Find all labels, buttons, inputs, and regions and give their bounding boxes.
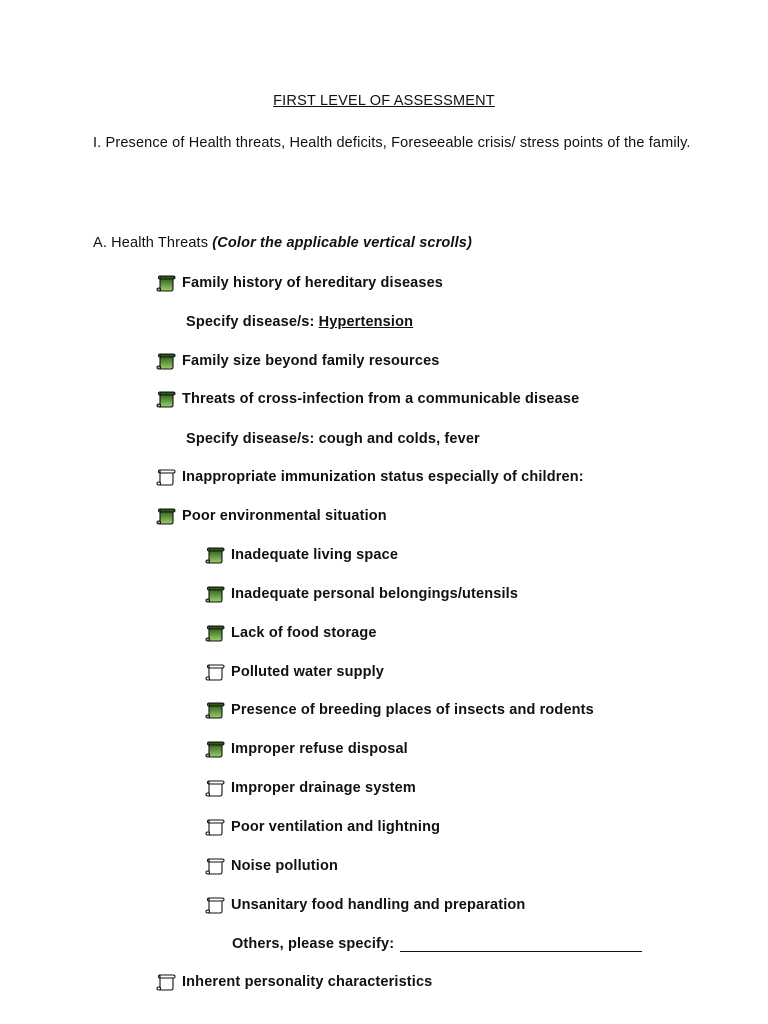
others-label: Others, please specify: bbox=[232, 936, 395, 952]
item-personality[interactable] bbox=[156, 973, 432, 991]
item-label: Inadequate living space bbox=[231, 547, 399, 563]
scroll-checkbox-icon[interactable] bbox=[205, 624, 225, 642]
item-label: Family size beyond family resources bbox=[182, 353, 440, 369]
item-ventilation[interactable] bbox=[205, 818, 440, 836]
item-living-space[interactable] bbox=[205, 546, 398, 564]
section-a-title: A. Health Threats bbox=[93, 235, 213, 251]
others-specify bbox=[232, 935, 642, 953]
scroll-checkbox-icon[interactable] bbox=[205, 896, 225, 914]
scroll-checkbox-icon[interactable] bbox=[156, 274, 176, 292]
scroll-checkbox-icon[interactable] bbox=[205, 818, 225, 836]
section-one-heading: I. Presence of Health threats, Health deficits, Foreseeable crisis/ stress points of the family. bbox=[93, 135, 691, 151]
scroll-checkbox-icon[interactable] bbox=[205, 701, 225, 719]
scroll-checkbox-icon[interactable] bbox=[205, 663, 225, 681]
scroll-checkbox-icon[interactable] bbox=[156, 507, 176, 525]
specify-value[interactable]: Hypertension bbox=[318, 314, 414, 330]
item-cross-infection[interactable] bbox=[156, 390, 579, 408]
scroll-checkbox-icon[interactable] bbox=[156, 390, 176, 408]
item-water-supply[interactable] bbox=[205, 663, 384, 681]
item-food-storage[interactable] bbox=[205, 624, 377, 642]
item-noise[interactable] bbox=[205, 857, 338, 875]
item-label: Poor ventilation and lightning bbox=[231, 819, 441, 835]
item-label: Noise pollution bbox=[231, 858, 338, 874]
item-label: Improper refuse disposal bbox=[231, 741, 408, 757]
item-environment[interactable] bbox=[156, 507, 387, 525]
cross-infection-specify bbox=[186, 430, 480, 448]
item-label: Threats of cross-infection from a communicable disease bbox=[182, 391, 580, 407]
item-label: Lack of food storage bbox=[231, 625, 377, 641]
item-label: Inappropriate immunization status especially of children: bbox=[182, 469, 584, 485]
section-a-instruction: (Color the applicable vertical scrolls) bbox=[212, 235, 472, 251]
item-label: Inherent personality characteristics bbox=[182, 974, 433, 990]
specify-label: Specify disease/s: bbox=[186, 314, 315, 330]
item-immunization[interactable] bbox=[156, 468, 584, 486]
item-label: Polluted water supply bbox=[231, 664, 385, 680]
specify-label: Specify disease/s: cough and colds, fever bbox=[186, 431, 480, 447]
item-refuse[interactable] bbox=[205, 740, 408, 758]
item-label: Inadequate personal belongings/utensils bbox=[231, 586, 519, 602]
scroll-checkbox-icon[interactable] bbox=[156, 973, 176, 991]
scroll-checkbox-icon[interactable] bbox=[205, 546, 225, 564]
scroll-checkbox-icon[interactable] bbox=[205, 585, 225, 603]
item-drainage[interactable] bbox=[205, 779, 416, 797]
scroll-checkbox-icon[interactable] bbox=[156, 352, 176, 370]
item-label: Poor environmental situation bbox=[182, 508, 387, 524]
item-breeding[interactable] bbox=[205, 701, 594, 719]
hereditary-specify bbox=[186, 313, 413, 331]
item-hereditary[interactable] bbox=[156, 274, 443, 292]
others-blank-field[interactable] bbox=[400, 937, 642, 952]
scroll-checkbox-icon[interactable] bbox=[156, 468, 176, 486]
page-title: FIRST LEVEL OF ASSESSMENT bbox=[273, 93, 495, 109]
item-label: Improper drainage system bbox=[231, 780, 416, 796]
item-label: Unsanitary food handling and preparation bbox=[231, 897, 526, 913]
item-family-size[interactable] bbox=[156, 352, 440, 370]
item-food-handling[interactable] bbox=[205, 896, 525, 914]
item-belongings[interactable] bbox=[205, 585, 518, 603]
scroll-checkbox-icon[interactable] bbox=[205, 740, 225, 758]
section-a-heading bbox=[93, 234, 472, 252]
item-label: Family history of hereditary diseases bbox=[182, 275, 444, 291]
scroll-checkbox-icon[interactable] bbox=[205, 779, 225, 797]
scroll-checkbox-icon[interactable] bbox=[205, 857, 225, 875]
item-label: Presence of breeding places of insects and rodents bbox=[231, 702, 594, 718]
